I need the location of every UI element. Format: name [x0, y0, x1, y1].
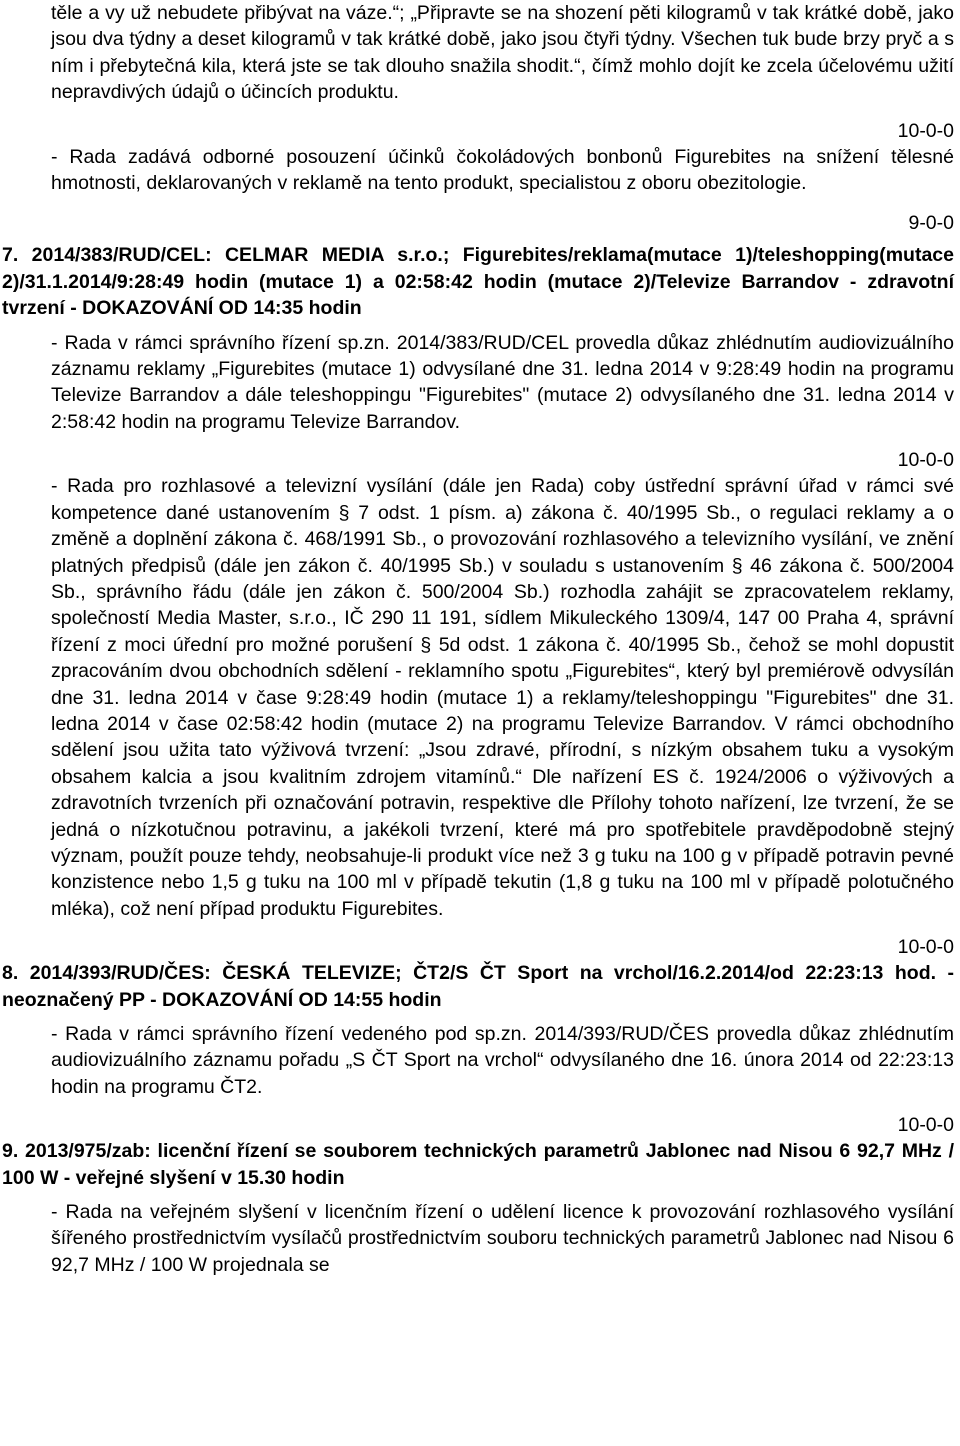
agenda-item-9-heading: 9. 2013/975/zab: licenční řízení se souborem technických parametrů Jablonec nad Nisou 6 92,7 MHz / 100 W - veřejné slyšení v 15.30 hodin — [2, 1140, 954, 1189]
agenda-item-8-heading: 8. 2014/393/RUD/ČES: ČESKÁ TELEVIZE; ČT2/S ČT Sport na vrchol/16.2.2014/od 22:23:13 hod. - neoznačený PP - DOKAZOVÁNÍ OD 14:55 hodin — [2, 962, 954, 1011]
paragraph-hearing-9: - Rada na veřejném slyšení v licenčním řízení o udělení licence k provozování rozhlasového vysílání šířeného prostřednictvím vysílačů prostřednictvím souboru technických parametrů Jablonec nad Nisou 6 92,7 MHz / 100 W projednala se — [51, 1201, 954, 1276]
paragraph-proceedings-7: - Rada pro rozhlasové a televizní vysílání (dále jen Rada) coby ústřední správní úřad v rámci své kompetence dané ustanovením § 7 odst. 1 písm. a) zákona č. 40/1995 Sb., o regulaci reklamy a o změně a doplnění zákona č. 468/1991 Sb., o provozování rozhlasového a televizního vysílání, ve znění platných předpisů (dále jen zákon č. 40/1995 Sb.) v souladu s ustanovením § 46 zákona č. 500/2004 Sb., správního řádu (dále jen zákon č. 500/2004 Sb.) rozhodla zahájit se zpracovatelem reklamy, společností Media Master, s.r.o., IČ 290 11 191, sídlem Mikuleckého 1309/4, 147 00 Praha 4, správní řízení z moci úřední pro možné porušení § 5d odst. 1 zákona č. 40/1995 Sb., čehož se mohl dopustit zpracováním dvou obchodních sdělení - reklamního spotu „Figurebites“, který byl premiérově odvysílán dne 31. ledna 2014 v čase 9:28:49 hodin (mutace 1) a reklamy/teleshoppingu "Figurebites" dne 31. ledna 2014 v čase 02:58:42 hodin (mutace 2) na programu Televize Barrandov. V rámci obchodního sdělení jsou užita tato výživová tvrzení: „Jsou zdravé, přírodní, s nízkým obsahem tuku a vysokým obsahem kalcia a jsou kvalitním zdrojem vitamínů.“ Dle nařízení ES č. 1924/2006 o výživových a zdravotních tvrzeních při označování potravin, respektive dle Přílohy tohoto nařízení, lze tvrzení, že se jedná o nízkotučnou potravinu, a jakékoli tvrzení, které má pro spotřebitele pravděpodobně stejný význam, použít pouze tehdy, neobsahuje-li produkt více než 3 g tuku na 100 g v případě potravin pevné konzistence nebo 1,5 g tuku na 100 ml v případě tekutin (1,8 g tuku na 100 ml v případě polotučného mléka), což není případ produktu Figurebites. — [51, 475, 954, 920]
paragraph-evidence-7: - Rada v rámci správního řízení sp.zn. 2014/383/RUD/CEL provedla důkaz zhlédnutím audiovizuálního záznamu reklamy „Figurebites (mutace 1) odvysílané dne 31. ledna 2014 v 9:28:49 hodin na programu Televize Barrandov a dále teleshoppingu "Figurebites" (mutace 2) odvysílaného dne 31. ledna 2014 v 2:58:42 hodin na programu Televize Barrandov. — [51, 331, 954, 433]
vote-result: 10-0-0 — [897, 449, 954, 472]
vote-result: 9-0-0 — [908, 212, 954, 235]
vote-result: 10-0-0 — [897, 936, 954, 959]
paragraph-intro-continuation: těle a vy už nebudete přibývat na váze.“; „Připravte se na shození pěti kilogramů v tak krátké době, jako jsou dva týdny a deset kilogramů v tak krátké době, jako jsou čtyři týdny. Všechen tuk bude brzy pryč a s ním i přebytečná kila, která jste se tak dlouho snažila shodit.“, čímž mohlo dojít ke zcela účelovému užití nepravdivých údajů o účincích produktu. — [51, 2, 954, 104]
vote-result: 10-0-0 — [897, 1114, 954, 1137]
paragraph-evidence-8: - Rada v rámci správního řízení vedeného pod sp.zn. 2014/393/RUD/ČES provedla důkaz zhlédnutím audiovizuálního záznamu pořadu „S ČT Sport na vrchol“ odvysílaného dne 16. února 2014 od 22:23:13 hodin na programu ČT2. — [51, 1023, 954, 1098]
agenda-item-7-heading: 7. 2014/383/RUD/CEL: CELMAR MEDIA s.r.o.; Figurebites/reklama(mutace 1)/teleshopping(mutace 2)/31.1.2014/9:28:49 hodin (mutace 1) a 02:58:42 hodin (mutace 2)/Televize Barrandov - zdravotní tvrzení - DOKAZOVÁNÍ OD 14:35 hodin — [2, 244, 954, 320]
paragraph-expert-assessment: - Rada zadává odborné posouzení účinků čokoládových bonbonů Figurebites na snížení tělesné hmotnosti, deklarovaných v reklamě na tento produkt, specialistou z oboru obezitologie. — [51, 145, 954, 195]
vote-result: 10-0-0 — [897, 119, 954, 142]
